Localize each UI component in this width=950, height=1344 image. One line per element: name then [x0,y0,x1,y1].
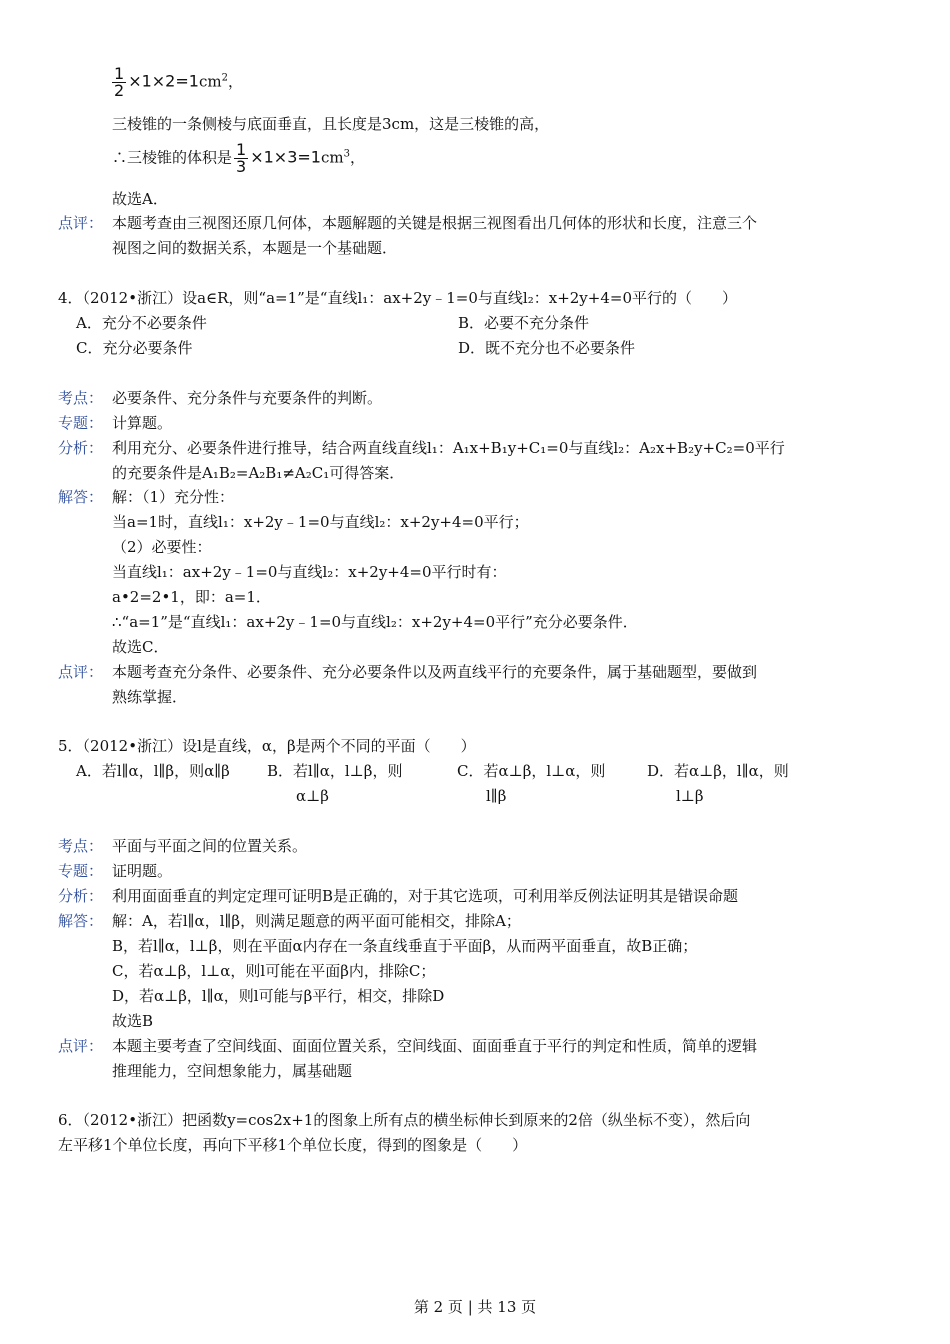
area-end: ， [227,72,243,91]
q3-answer: 故选A． [112,190,168,208]
q4-dianping-label: 点评： [58,663,104,681]
q5-stem: 5．（2012•浙江）设l是直线，α，β是两个不同的平面（ ） [58,737,476,755]
q4-jieda-line-1: 解：（1）充分性： [112,488,235,506]
volume-unit-exponent: 3 [343,148,350,160]
q5-dianping-line-1: 本题主要考查了空间线面、面面位置关系，空间线面、面面垂直于平行的判定和性质，简单的逻辑 [112,1037,758,1055]
q3-comment-line-2: 视图之间的数据关系，本题是一个基础题． [112,239,398,257]
q6-stem-line-2: 左平移1个单位长度，再向下平移1个单位长度，得到的图象是（ ） [58,1136,528,1154]
q5-option-c: C．若α⊥β，l⊥α，则 [457,762,606,780]
q4-kaodian: 必要条件、充分条件与充要条件的判断。 [112,389,383,407]
q4-zhuanti: 计算题。 [112,414,173,432]
q4-option-b: B．必要不充分条件 [458,314,590,332]
q5-option-d-cont: l⊥β [676,787,704,805]
q5-option-d: D．若α⊥β，l∥α，则 [647,762,789,780]
area-formula [110,66,243,99]
volume-prefix: ∴三棱锥的体积是 [112,148,233,167]
q5-jieda-line-4: D，若α⊥β，l∥α，则l可能与β平行，相交，排除D [112,987,445,1005]
q5-jieda-line-1: 解：A，若l∥α，l∥β，则满足题意的两平面可能相交，排除A； [112,912,521,930]
volume-end: ， [349,148,365,167]
height-statement: 三棱锥的一条侧棱与底面垂直，且长度是3cm，这是三棱锥的高， [112,115,550,133]
q4-option-d: D．既不充分也不必要条件 [458,339,636,357]
q4-jieda-line-3: （2）必要性： [112,538,212,556]
q5-fenxi-label: 分析： [58,887,104,905]
q5-kaodian-label: 考点： [58,837,104,855]
q5-option-a: A．若l∥α，l∥β，则α∥β [76,762,230,780]
q5-option-c-cont: l∥β [486,787,507,805]
q4-jieda-line-6: ∴“a=1”是“直线l₁：ax+2y﹣1=0与直线l₂：x+2y+4=0平行”充分必要条件． [112,613,638,631]
area-expression: ×1×2=1 [128,71,199,91]
q4-zhuanti-label: 专题： [58,414,104,432]
q4-jieda-line-2: 当a=1时，直线l₁：x+2y﹣1=0与直线l₂：x+2y+4=0平行； [112,513,529,531]
q4-dianping-line-1: 本题考查充分条件、必要条件、充分必要条件以及两直线平行的充要条件，属于基础题型，要做到 [112,663,758,681]
q5-jieda-line-2: B，若l∥α，l⊥β，则在平面α内存在一条直线垂直于平面β，从而两平面垂直，故B正确； [112,937,698,955]
fraction-denominator: 3 [236,157,247,176]
fraction-one-half [112,66,126,99]
q4-jieda-line-5: a•2=2•1，即：a=1． [112,588,271,606]
q5-option-b: B．若l∥α，l⊥β，则 [267,762,403,780]
q4-fenxi-label: 分析： [58,439,104,457]
q5-dianping-line-2: 推理能力，空间想象能力，属基础题 [112,1062,353,1080]
fraction-denominator: 2 [114,81,125,100]
q3-comment-label: 点评： [58,214,104,232]
volume-formula [112,142,365,175]
q6-stem-line-1: 6．（2012•浙江）把函数y=cos2x+1的图象上所有点的横坐标伸长到原来的2倍（纵坐标不变），然后向 [58,1111,751,1129]
fraction-one-third [234,142,248,175]
q5-kaodian: 平面与平面之间的位置关系。 [112,837,308,855]
q4-stem: 4．（2012•浙江）设a∈R，则“a=1”是“直线l₁：ax+2y﹣1=0与直线l₂：x+2y+4=0平行的（ ） [58,289,738,307]
q5-jieda-line-3: C，若α⊥β，l⊥α，则l可能在平面β内，排除C； [112,962,436,980]
q4-fenxi-line-2: 的充要条件是A₁B₂=A₂B₁≠A₂C₁可得答案． [112,464,405,482]
q4-jieda-line-7: 故选C． [112,638,169,656]
volume-expression: ×1×3=1 [250,147,321,167]
area-unit: cm [198,72,222,91]
q5-jieda-label: 解答： [58,912,104,930]
q5-jieda-line-5: 故选B [112,1012,154,1030]
page-footer: 第 2 页 | 共 13 页 [413,1298,537,1316]
volume-unit: cm [320,148,344,167]
q4-dianping-line-2: 熟练掌握． [112,688,188,706]
q3-comment-line-1: 本题考查由三视图还原几何体，本题解题的关键是根据三视图看出几何体的形状和长度，注意三个 [112,214,758,232]
q5-dianping-label: 点评： [58,1037,104,1055]
fraction-numerator: 1 [236,140,247,159]
q4-jieda-label: 解答： [58,488,104,506]
q4-option-a: A．充分不必要条件 [76,314,207,332]
fraction-numerator: 1 [114,64,125,83]
q4-fenxi-line-1: 利用充分、必要条件进行推导，结合两直线直线l₁：A₁x+B₁y+C₁=0与直线l₂：A₂x+B₂y+C₂=0平行 [112,439,785,457]
q5-zhuanti: 证明题。 [112,862,173,880]
q4-jieda-line-4: 当直线l₁：ax+2y﹣1=0与直线l₂：x+2y+4=0平行时有： [112,563,507,581]
q5-option-b-cont: α⊥β [296,787,329,805]
q4-kaodian-label: 考点： [58,389,104,407]
area-unit-exponent: 2 [221,72,228,84]
q5-fenxi: 利用面面垂直的判定定理可证明B是正确的，对于其它选项，可利用举反例法证明其是错误命题 [112,887,739,905]
q4-option-c: C．充分必要条件 [76,339,193,357]
q5-zhuanti-label: 专题： [58,862,104,880]
